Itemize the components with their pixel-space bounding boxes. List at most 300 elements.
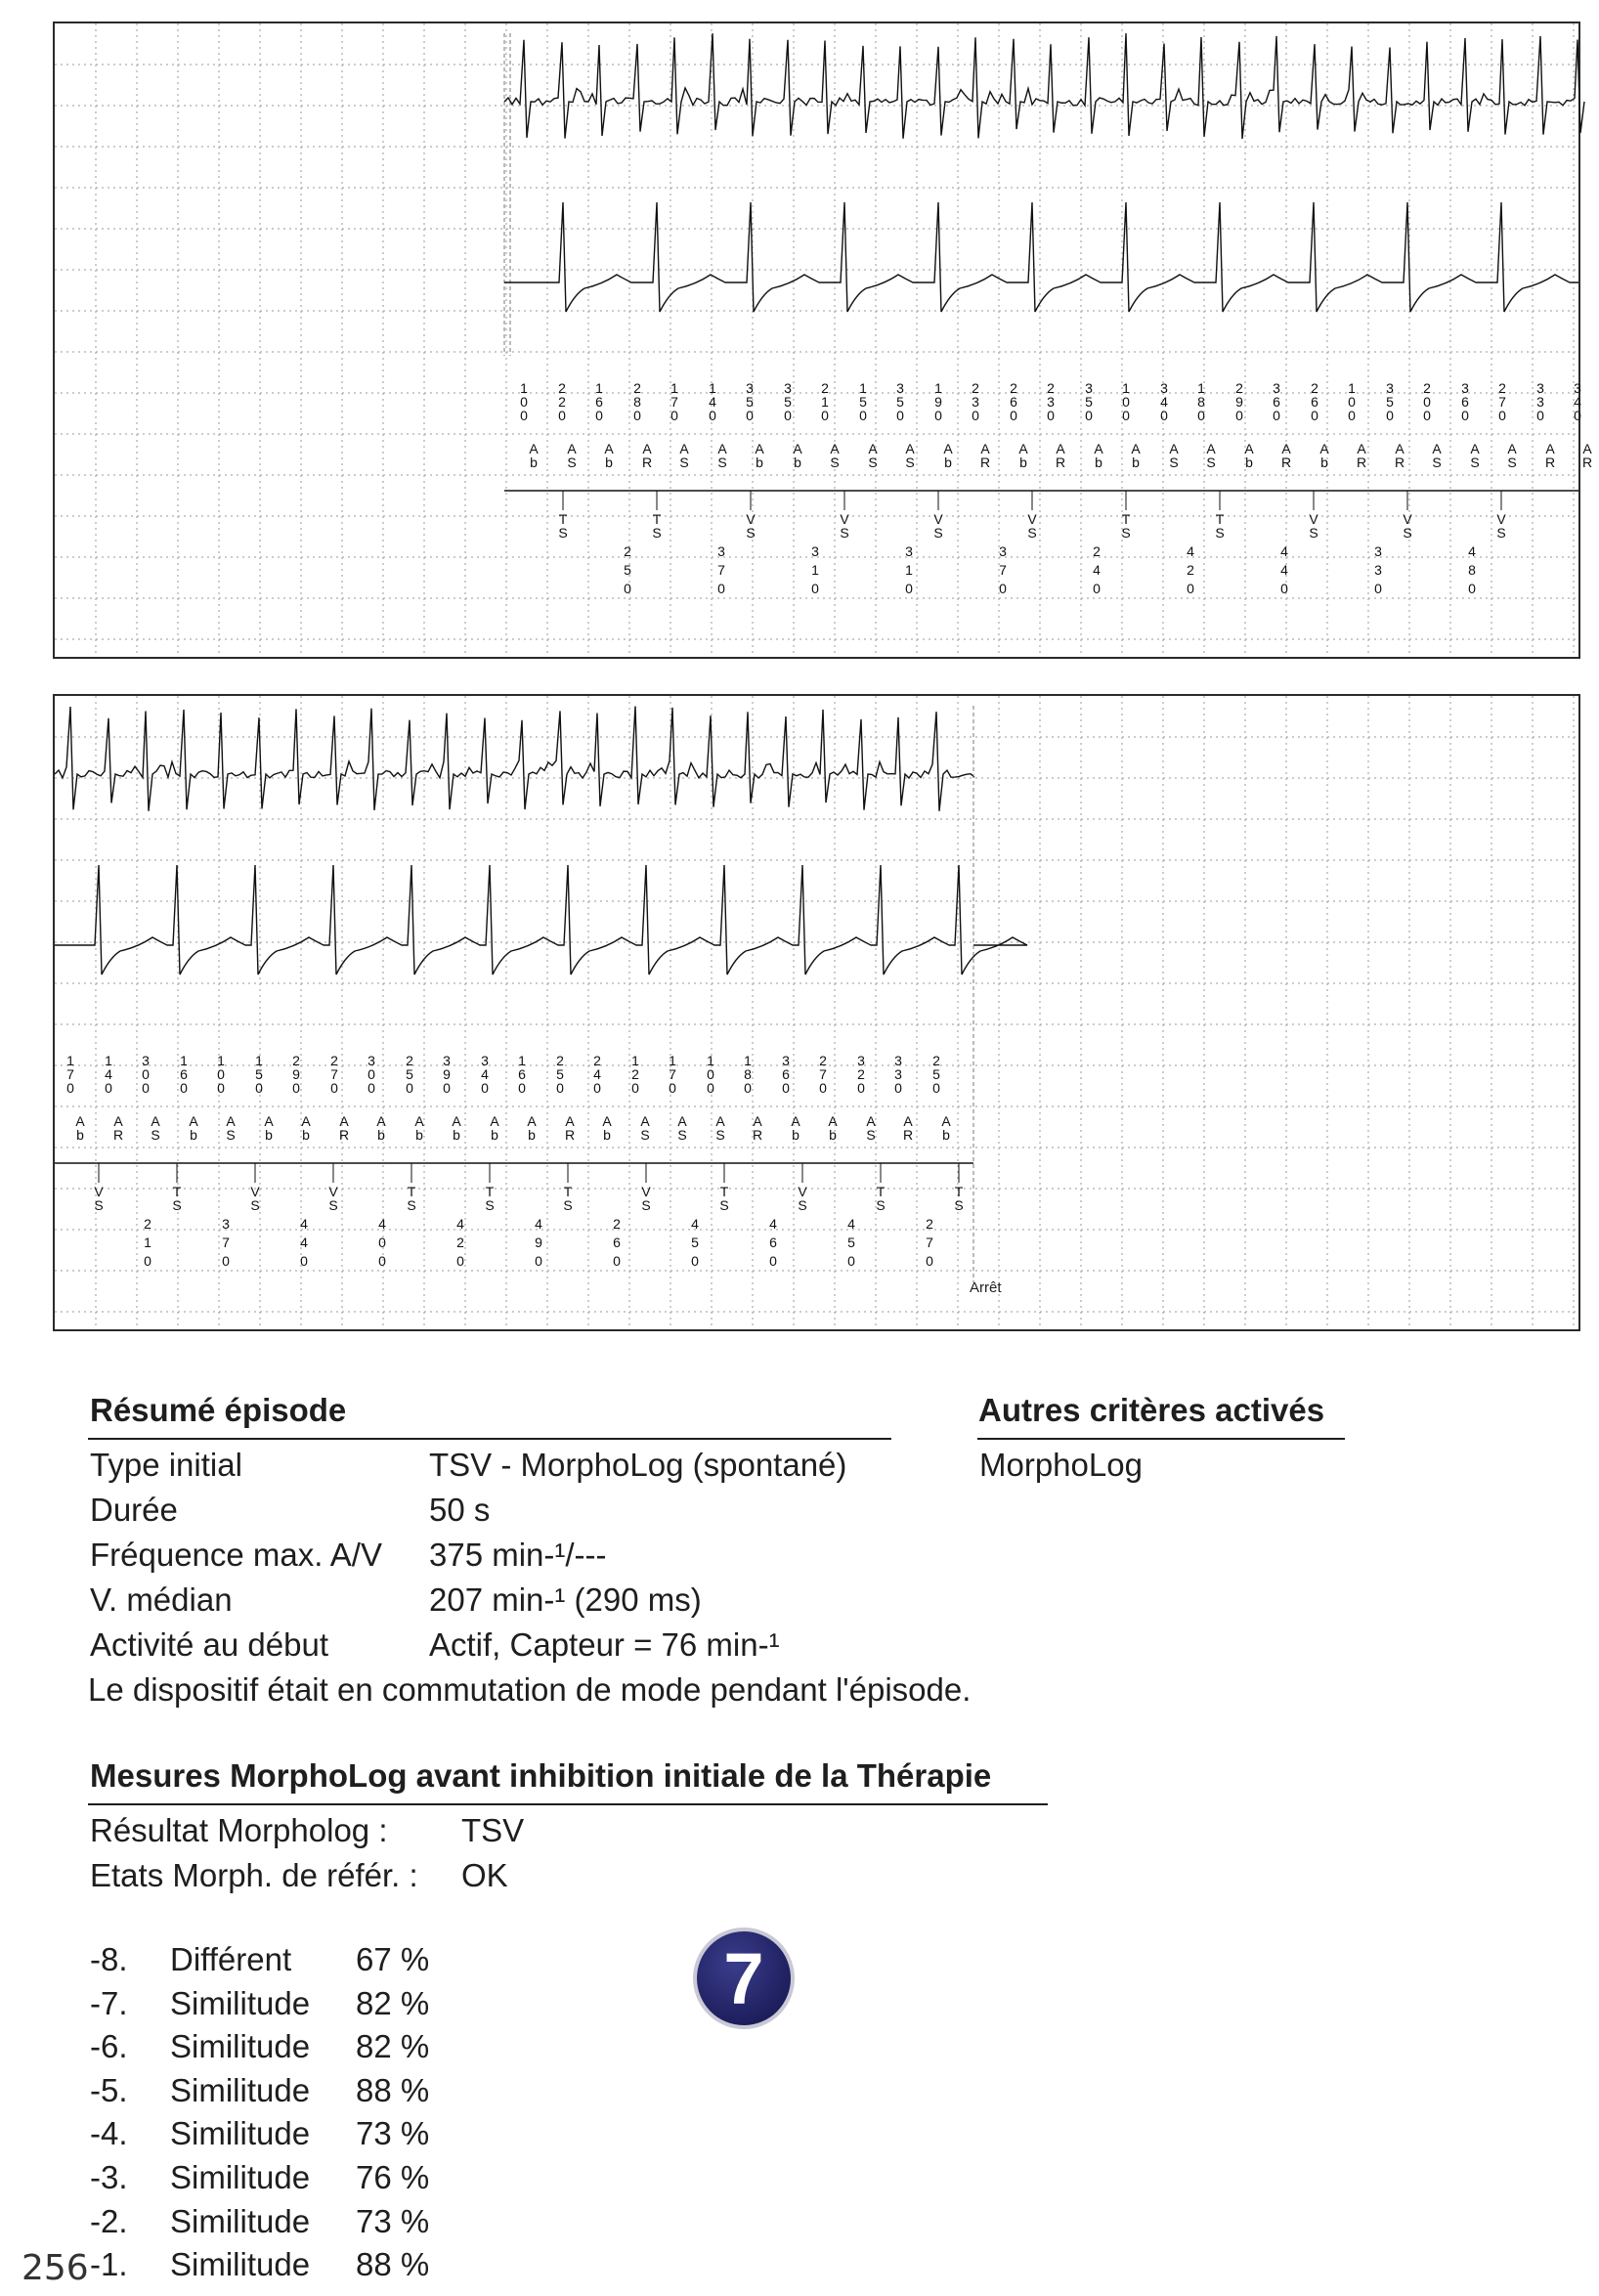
- marker-label: S: [1470, 455, 1480, 470]
- measure-label: Similitude: [170, 2246, 311, 2283]
- marker-label: V: [94, 1184, 104, 1199]
- marker-digit: 0: [255, 1080, 263, 1096]
- marker-digit: 3: [811, 543, 819, 559]
- marker-label: A: [903, 1113, 913, 1129]
- marker-digit: 0: [894, 1080, 902, 1096]
- summary-label: V. médian: [90, 1581, 233, 1618]
- marker-label: A: [604, 441, 614, 456]
- marker-digit: 0: [1311, 408, 1318, 423]
- summary-label: Activité au début: [90, 1626, 328, 1663]
- marker-label: T: [485, 1184, 495, 1199]
- measure-value: 88 %: [356, 2246, 430, 2283]
- marker-digit: 0: [934, 408, 942, 423]
- marker-digit: 0: [1536, 408, 1544, 423]
- marker-label: A: [1395, 441, 1405, 456]
- morpholog-ref-value: OK: [461, 1857, 508, 1893]
- marker-digit: 4: [769, 1216, 777, 1232]
- marker-label: A: [1018, 441, 1028, 456]
- marker-label: b: [453, 1127, 460, 1143]
- marker-label: b: [1019, 455, 1027, 470]
- marker-digit: 0: [811, 581, 819, 596]
- marker-digit: 3: [746, 380, 754, 396]
- summary-title-rule: [88, 1438, 891, 1440]
- marker-label: b: [1095, 455, 1102, 470]
- marker-digit: 2: [1047, 380, 1055, 396]
- marker-digit: 1: [1197, 380, 1205, 396]
- marker-label: b: [792, 1127, 800, 1143]
- marker-label: S: [641, 1197, 651, 1213]
- measure-index: -4.: [90, 2115, 128, 2152]
- marker-label: S: [563, 1197, 573, 1213]
- marker-digit: 2: [932, 1053, 940, 1068]
- other-criteria-rule: [977, 1438, 1345, 1440]
- marker-digit: 3: [1273, 380, 1280, 396]
- marker-digit: 0: [535, 1253, 542, 1269]
- marker-digit: 4: [1280, 543, 1288, 559]
- marker-digit: 1: [520, 380, 528, 396]
- measure-value: 88 %: [356, 2071, 430, 2108]
- marker-label: V: [250, 1184, 260, 1199]
- marker-digit: 6: [769, 1235, 777, 1250]
- marker-channel: [55, 1053, 973, 1269]
- marker-digit: 2: [1423, 380, 1431, 396]
- marker-label: T: [407, 1184, 416, 1199]
- measure-label: Similitude: [170, 2028, 311, 2065]
- marker-label: A: [868, 441, 878, 456]
- marker-digit: 0: [1273, 408, 1280, 423]
- marker-label: A: [301, 1113, 311, 1129]
- marker-digit: 7: [926, 1235, 933, 1250]
- marker-digit: 0: [744, 1080, 752, 1096]
- marker-label: T: [652, 511, 662, 527]
- marker-digit: 0: [292, 1080, 300, 1096]
- marker-digit: 0: [142, 1066, 150, 1082]
- marker-digit: 0: [847, 1253, 855, 1269]
- marker-digit: 3: [481, 1053, 489, 1068]
- measure-value: 76 %: [356, 2159, 430, 2195]
- marker-label: S: [151, 1127, 160, 1143]
- marker-digit: 4: [1574, 394, 1581, 410]
- marker-digit: 4: [300, 1235, 308, 1250]
- summary-title: Résumé épisode: [90, 1392, 347, 1428]
- marker-label: R: [1055, 455, 1066, 470]
- marker-digit: 4: [535, 1216, 542, 1232]
- other-criteria-title: Autres critères activés: [978, 1392, 1325, 1428]
- marker-digit: 7: [999, 562, 1007, 578]
- marker-digit: 0: [1468, 581, 1476, 596]
- marker-digit: 2: [1187, 562, 1194, 578]
- marker-label: S: [746, 525, 756, 541]
- marker-label: A: [565, 1113, 575, 1129]
- marker-label: S: [719, 1197, 729, 1213]
- marker-label: S: [1309, 525, 1318, 541]
- marker-digit: 2: [1235, 380, 1243, 396]
- marker-label: b: [942, 1127, 950, 1143]
- marker-digit: 0: [520, 408, 528, 423]
- marker-label: b: [605, 455, 613, 470]
- marker-digit: 5: [255, 1066, 263, 1082]
- ventricular-egm-trace: [504, 202, 1578, 312]
- marker-digit: 0: [142, 1080, 150, 1096]
- marker-label: T: [1215, 511, 1225, 527]
- marker-label: A: [1432, 441, 1442, 456]
- marker-digit: 0: [222, 1253, 230, 1269]
- marker-digit: 4: [847, 1216, 855, 1232]
- marker-digit: 5: [556, 1066, 564, 1082]
- marker-digit: 3: [1461, 380, 1469, 396]
- marker-label: S: [226, 1127, 236, 1143]
- marker-digit: 6: [180, 1066, 188, 1082]
- marker-label: V: [1309, 511, 1318, 527]
- marker-digit: 4: [481, 1066, 489, 1082]
- marker-digit: 0: [406, 1080, 413, 1096]
- marker-label: S: [485, 1197, 495, 1213]
- marker-digit: 7: [66, 1066, 74, 1082]
- marker-label: S: [1432, 455, 1442, 470]
- atrial-egm-trace: [504, 33, 1584, 139]
- marker-digit: 2: [1311, 380, 1318, 396]
- marker-label: R: [641, 455, 653, 470]
- marker-digit: 3: [222, 1216, 230, 1232]
- marker-label: b: [528, 1127, 536, 1143]
- marker-label: A: [755, 441, 764, 456]
- marker-label: S: [1027, 525, 1037, 541]
- morpholog-ref-label: Etats Morph. de référ. :: [90, 1857, 418, 1893]
- marker-label: T: [719, 1184, 729, 1199]
- marker-label: b: [302, 1127, 310, 1143]
- marker-digit: 0: [1348, 394, 1356, 410]
- marker-digit: 0: [1047, 408, 1055, 423]
- measure-index: -3.: [90, 2159, 128, 2195]
- marker-digit: 7: [330, 1066, 338, 1082]
- marker-digit: 0: [367, 1080, 375, 1096]
- marker-label: A: [567, 441, 577, 456]
- marker-digit: 0: [1160, 408, 1168, 423]
- marker-digit: 0: [443, 1080, 451, 1096]
- marker-digit: 3: [1536, 394, 1544, 410]
- marker-label: A: [677, 1113, 687, 1129]
- marker-label: S: [1169, 455, 1179, 470]
- marker-digit: 4: [593, 1066, 601, 1082]
- marker-label: S: [1215, 525, 1225, 541]
- summary-value: 375 min-¹/---: [429, 1537, 607, 1573]
- marker-digit: 0: [217, 1066, 225, 1082]
- marker-digit: 5: [932, 1066, 940, 1082]
- marker-digit: 9: [934, 394, 942, 410]
- marker-digit: 3: [999, 543, 1007, 559]
- marker-digit: 9: [1235, 394, 1243, 410]
- marker-digit: 0: [782, 1080, 790, 1096]
- marker-digit: 0: [746, 408, 754, 423]
- marker-digit: 0: [144, 1253, 151, 1269]
- marker-label: A: [1545, 441, 1555, 456]
- marker-label: R: [338, 1127, 350, 1143]
- marker-label: b: [265, 1127, 273, 1143]
- marker-label: R: [902, 1127, 914, 1143]
- marker-label: S: [172, 1197, 182, 1213]
- measure-value: 73 %: [356, 2115, 430, 2152]
- marker-label: A: [642, 441, 652, 456]
- marker-label: A: [679, 441, 689, 456]
- marker-digit: 2: [556, 1053, 564, 1068]
- marker-label: A: [376, 1113, 386, 1129]
- egm-strip-2-canvas: [55, 696, 1578, 1329]
- marker-digit: 1: [670, 380, 678, 396]
- marker-label: b: [794, 455, 801, 470]
- marker-digit: 5: [847, 1235, 855, 1250]
- marker-digit: 1: [905, 562, 913, 578]
- marker-digit: 0: [1498, 408, 1506, 423]
- marker-label: V: [641, 1184, 651, 1199]
- marker-digit: 0: [707, 1066, 714, 1082]
- marker-label: b: [415, 1127, 423, 1143]
- marker-digit: 0: [367, 1066, 375, 1082]
- marker-digit: 2: [456, 1235, 464, 1250]
- marker-digit: 3: [1085, 380, 1093, 396]
- marker-digit: 5: [1386, 394, 1394, 410]
- marker-label: S: [866, 1127, 876, 1143]
- marker-digit: 0: [972, 408, 979, 423]
- marker-digit: 0: [1374, 581, 1382, 596]
- marker-digit: 0: [217, 1080, 225, 1096]
- marker-digit: 0: [378, 1235, 386, 1250]
- marker-label: A: [1094, 441, 1103, 456]
- marker-label: A: [1244, 441, 1254, 456]
- marker-label: S: [250, 1197, 260, 1213]
- marker-label: V: [798, 1184, 807, 1199]
- marker-label: b: [603, 1127, 611, 1143]
- marker-label: S: [830, 455, 840, 470]
- marker-digit: 0: [1235, 408, 1243, 423]
- marker-label: A: [943, 441, 953, 456]
- marker-label: b: [756, 455, 763, 470]
- marker-label: S: [407, 1197, 416, 1213]
- marker-label: S: [567, 455, 577, 470]
- marker-digit: 4: [378, 1216, 386, 1232]
- marker-digit: 1: [1122, 380, 1130, 396]
- step-number-badge: 7: [693, 1928, 795, 2029]
- marker-digit: 3: [1536, 380, 1544, 396]
- marker-digit: 0: [1122, 408, 1130, 423]
- marker-digit: 0: [1348, 408, 1356, 423]
- marker-label: V: [1027, 511, 1037, 527]
- marker-digit: 3: [717, 543, 725, 559]
- marker-digit: 1: [595, 380, 603, 396]
- marker-label: R: [112, 1127, 124, 1143]
- marker-digit: 2: [1010, 380, 1017, 396]
- marker-digit: 8: [633, 394, 641, 410]
- marker-digit: 0: [481, 1080, 489, 1096]
- measure-index: -5.: [90, 2071, 128, 2108]
- marker-digit: 1: [217, 1053, 225, 1068]
- marker-digit: 2: [593, 1053, 601, 1068]
- marker-label: V: [840, 511, 849, 527]
- marker-digit: 0: [558, 408, 566, 423]
- marker-digit: 0: [631, 1080, 639, 1096]
- marker-label: A: [1281, 441, 1291, 456]
- marker-label: S: [933, 525, 943, 541]
- marker-digit: 6: [1311, 394, 1318, 410]
- marker-digit: 3: [896, 380, 904, 396]
- marker-digit: 2: [972, 380, 979, 396]
- morpholog-title: Mesures MorphoLog avant inhibition initiale de la Thérapie: [90, 1757, 992, 1794]
- marker-label: A: [793, 441, 802, 456]
- marker-digit: 0: [1010, 408, 1017, 423]
- marker-digit: 3: [1047, 394, 1055, 410]
- marker-digit: 1: [811, 562, 819, 578]
- marker-digit: 3: [894, 1053, 902, 1068]
- marker-label: A: [189, 1113, 198, 1129]
- marker-label: R: [1581, 455, 1593, 470]
- marker-digit: 2: [624, 543, 631, 559]
- marker-digit: 0: [624, 581, 631, 596]
- summary-note: Le dispositif était en commutation de mode pendant l'épisode.: [88, 1671, 972, 1708]
- egm-strip-1-canvas: [55, 23, 1593, 657]
- marker-digit: 2: [633, 380, 641, 396]
- marker-label: S: [954, 1197, 964, 1213]
- marker-digit: 7: [222, 1235, 230, 1250]
- marker-digit: 0: [821, 408, 829, 423]
- marker-digit: 2: [406, 1053, 413, 1068]
- marker-digit: 0: [1461, 408, 1469, 423]
- marker-label: b: [1245, 455, 1253, 470]
- marker-digit: 7: [819, 1066, 827, 1082]
- marker-label: A: [753, 1113, 762, 1129]
- marker-digit: 1: [66, 1053, 74, 1068]
- marker-digit: 3: [1386, 380, 1394, 396]
- marker-digit: 0: [932, 1080, 940, 1096]
- marker-digit: 6: [782, 1066, 790, 1082]
- marker-digit: 2: [819, 1053, 827, 1068]
- marker-digit: 1: [744, 1053, 752, 1068]
- summary-label: Durée: [90, 1492, 178, 1528]
- marker-label: T: [172, 1184, 182, 1199]
- egm-strip-2: [53, 694, 1580, 1331]
- marker-label: A: [490, 1113, 499, 1129]
- marker-label: b: [1320, 455, 1328, 470]
- marker-digit: 0: [717, 581, 725, 596]
- marker-digit: 3: [367, 1053, 375, 1068]
- marker-label: A: [1319, 441, 1329, 456]
- marker-label: S: [715, 1127, 725, 1143]
- marker-label: S: [677, 1127, 687, 1143]
- marker-digit: 3: [142, 1053, 150, 1068]
- marker-digit: 3: [857, 1053, 865, 1068]
- marker-label: S: [1496, 525, 1506, 541]
- marker-digit: 1: [518, 1053, 526, 1068]
- marker-digit: 3: [894, 1066, 902, 1082]
- marker-digit: 0: [1093, 581, 1101, 596]
- page-number: 256: [22, 2248, 89, 2288]
- marker-digit: 3: [1574, 380, 1581, 396]
- marker-digit: 3: [784, 380, 792, 396]
- marker-digit: 7: [1498, 394, 1506, 410]
- marker-label: A: [791, 1113, 800, 1129]
- measure-value: 67 %: [356, 1941, 430, 1977]
- marker-digit: 4: [1280, 562, 1288, 578]
- measure-label: Similitude: [170, 2159, 311, 2195]
- marker-digit: 9: [443, 1066, 451, 1082]
- marker-label: S: [905, 455, 915, 470]
- measure-index: -8.: [90, 1941, 128, 1977]
- marker-label: b: [491, 1127, 498, 1143]
- marker-digit: 2: [330, 1053, 338, 1068]
- egm-strip-1: [53, 22, 1593, 659]
- atrial-egm-trace: [55, 707, 974, 811]
- marker-digit: 4: [1093, 562, 1101, 578]
- marker-digit: 9: [292, 1066, 300, 1082]
- marker-digit: 5: [896, 394, 904, 410]
- marker-label: A: [264, 1113, 274, 1129]
- marker-label: b: [377, 1127, 385, 1143]
- marker-label: A: [1357, 441, 1366, 456]
- marker-digit: 0: [520, 394, 528, 410]
- marker-label: S: [868, 455, 878, 470]
- marker-digit: 2: [613, 1216, 621, 1232]
- marker-digit: 0: [999, 581, 1007, 596]
- marker-label: A: [226, 1113, 236, 1129]
- marker-label: T: [563, 1184, 573, 1199]
- marker-digit: 1: [255, 1053, 263, 1068]
- marker-label: b: [1132, 455, 1140, 470]
- marker-digit: 0: [1386, 408, 1394, 423]
- marker-digit: 0: [330, 1080, 338, 1096]
- marker-digit: 1: [669, 1053, 676, 1068]
- marker-digit: 6: [1273, 394, 1280, 410]
- marker-digit: 0: [595, 408, 603, 423]
- marker-label: S: [328, 1197, 338, 1213]
- marker-digit: 0: [1197, 408, 1205, 423]
- marker-digit: 0: [556, 1080, 564, 1096]
- summary-value: TSV - MorphoLog (spontané): [429, 1447, 847, 1483]
- marker-digit: 8: [1197, 394, 1205, 410]
- marker-digit: 0: [66, 1080, 74, 1096]
- marker-label: A: [941, 1113, 951, 1129]
- marker-label: A: [828, 1113, 838, 1129]
- marker-digit: 2: [821, 380, 829, 396]
- summary-value: 207 min-¹ (290 ms): [429, 1581, 702, 1618]
- marker-digit: 6: [518, 1066, 526, 1082]
- marker-label: A: [905, 441, 915, 456]
- marker-digit: 9: [535, 1235, 542, 1250]
- marker-digit: 6: [1461, 394, 1469, 410]
- marker-label: R: [1280, 455, 1292, 470]
- marker-label: A: [527, 1113, 537, 1129]
- grid: [55, 696, 1578, 1329]
- marker-digit: 4: [1468, 543, 1476, 559]
- marker-digit: 3: [905, 543, 913, 559]
- marker-label: S: [840, 525, 849, 541]
- marker-digit: 0: [784, 408, 792, 423]
- marker-digit: 7: [717, 562, 725, 578]
- marker-digit: 2: [292, 1053, 300, 1068]
- marker-label: S: [798, 1197, 807, 1213]
- marker-label: R: [1544, 455, 1556, 470]
- marker-digit: 5: [859, 394, 867, 410]
- marker-digit: 1: [180, 1053, 188, 1068]
- marker-digit: 0: [1423, 394, 1431, 410]
- summary-label: Type initial: [90, 1447, 242, 1483]
- marker-label: V: [328, 1184, 338, 1199]
- marker-digit: 0: [1280, 581, 1288, 596]
- marker-digit: 4: [1187, 543, 1194, 559]
- marker-label: T: [876, 1184, 886, 1199]
- marker-digit: 3: [443, 1053, 451, 1068]
- marker-digit: 1: [934, 380, 942, 396]
- marker-digit: 8: [1468, 562, 1476, 578]
- measure-index: -6.: [90, 2028, 128, 2065]
- ventricular-egm-trace: [55, 865, 1027, 975]
